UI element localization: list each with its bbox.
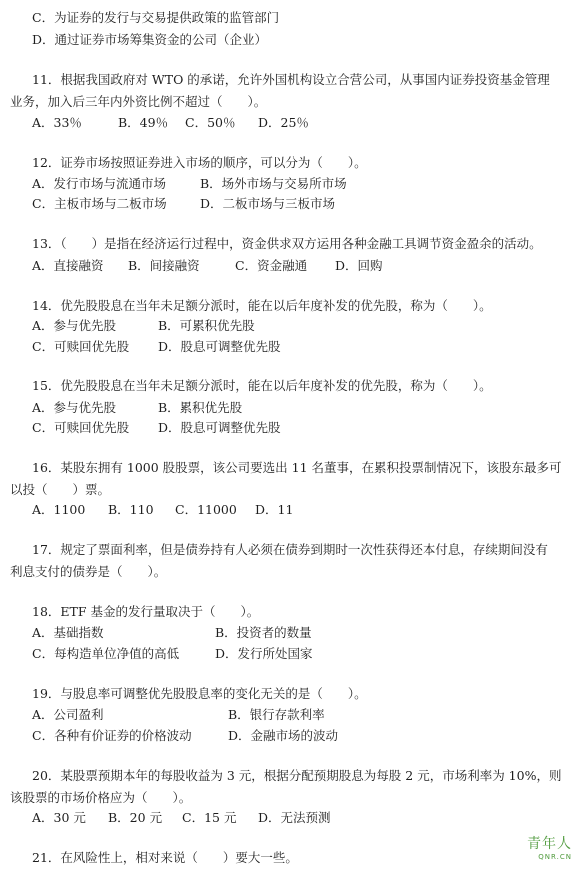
option-c: C．可赎回优先股 — [32, 420, 130, 435]
watermark-domain: QNR.CN — [538, 853, 572, 861]
option-c: C．每构造单位净值的高低 — [32, 646, 180, 661]
option-d: D．股息可调整优先股 — [158, 420, 281, 435]
option-a: A．基础指数 — [32, 625, 104, 640]
option-d: D．股息可调整优先股 — [158, 339, 281, 354]
option-a: A．1100 — [32, 502, 86, 517]
option-a: A．30 元 — [32, 810, 86, 825]
option-c: C．15 元 — [182, 810, 237, 825]
option-b: B．累积优先股 — [158, 400, 243, 415]
option-b: B．可累积优先股 — [158, 318, 255, 333]
option-c: C．11000 — [175, 502, 237, 517]
option-d: D．通过证券市场筹集资金的公司（企业） — [32, 32, 268, 47]
option-b: B．投资者的数量 — [215, 625, 312, 640]
option-b: B．49％ — [118, 115, 169, 130]
watermark-logo — [527, 833, 572, 861]
option-a: A．33％ — [32, 115, 82, 130]
option-d: D．回购 — [335, 258, 383, 273]
question-stem-continued: 利息支付的债券是（ ）。 — [10, 564, 167, 579]
question-stem: 14．优先股股息在当年未足额分派时，能在以后年度补发的优先股，称为（ ）。 — [32, 298, 492, 313]
question-stem: 21．在风险性上，相对来说（ ）要大一些。 — [32, 850, 298, 865]
question-stem-continued: 该股票的市场价格应为（ ）。 — [10, 790, 192, 805]
question-stem: 15．优先股股息在当年未足额分派时，能在以后年度补发的优先股，称为（ ）。 — [32, 378, 492, 393]
question-stem: 20．某股票预期本年的每股收益为 3 元，根据分配预期股息为每股 2 元，市场利率为 10%，则 — [32, 768, 562, 783]
option-d: D．发行所处国家 — [215, 646, 313, 661]
option-a: A．公司盈利 — [32, 707, 104, 722]
option-c: C．主板市场与二板市场 — [32, 196, 167, 211]
option-a: A．直接融资 — [32, 258, 104, 273]
option-d: D．25％ — [258, 115, 309, 130]
question-stem-continued: 业务，加入后三年内外资比例不超过（ ）。 — [10, 94, 267, 109]
question-stem: 13．（ ）是指在经济运行过程中，资金供求双方运用各种金融工具调节资金盈余的活动。 — [32, 236, 542, 251]
question-stem: 19．与股息率可调整优先股股息率的变化无关的是（ ）。 — [32, 686, 367, 701]
question-stem-continued: 以投（ ）票。 — [10, 482, 111, 497]
watermark-text: 青年人 — [527, 836, 572, 852]
option-c: C．各种有价证券的价格波动 — [32, 728, 192, 743]
option-c: C．资金融通 — [235, 258, 308, 273]
option-b: B．20 元 — [108, 810, 163, 825]
option-d: D．二板市场与三板市场 — [200, 196, 336, 211]
question-stem: 18．ETF 基金的发行量取决于（ ）。 — [32, 604, 260, 619]
option-b: B．110 — [108, 502, 154, 517]
option-a: A．发行市场与流通市场 — [32, 176, 167, 191]
option-c: C．可赎回优先股 — [32, 339, 130, 354]
option-b: B．银行存款利率 — [228, 707, 325, 722]
option-c: C．为证券的发行与交易提供政策的监管部门 — [32, 10, 280, 25]
option-d: D．无法预测 — [258, 810, 331, 825]
option-c: C．50％ — [185, 115, 236, 130]
option-b: B．场外市场与交易所市场 — [200, 176, 347, 191]
option-a: A．参与优先股 — [32, 400, 117, 415]
option-a: A．参与优先股 — [32, 318, 117, 333]
question-stem: 17．规定了票面利率，但是债券持有人必须在债券到期时一次性获得还本付息，存续期间没有 — [32, 542, 548, 557]
question-stem: 16．某股东拥有 1000 股股票，该公司要选出 11 名董事，在累积投票制情况下，该股东最多可 — [32, 460, 562, 475]
option-b: B．间接融资 — [128, 258, 200, 273]
option-d: D．金融市场的波动 — [228, 728, 339, 743]
question-stem: 12．证券市场按照证券进入市场的顺序，可以分为（ ）。 — [32, 155, 367, 170]
option-d: D．11 — [255, 502, 294, 517]
question-stem: 11．根据我国政府对 WTO 的承诺，允许外国机构设立合营公司，从事国内证券投资基金管理 — [32, 72, 550, 87]
